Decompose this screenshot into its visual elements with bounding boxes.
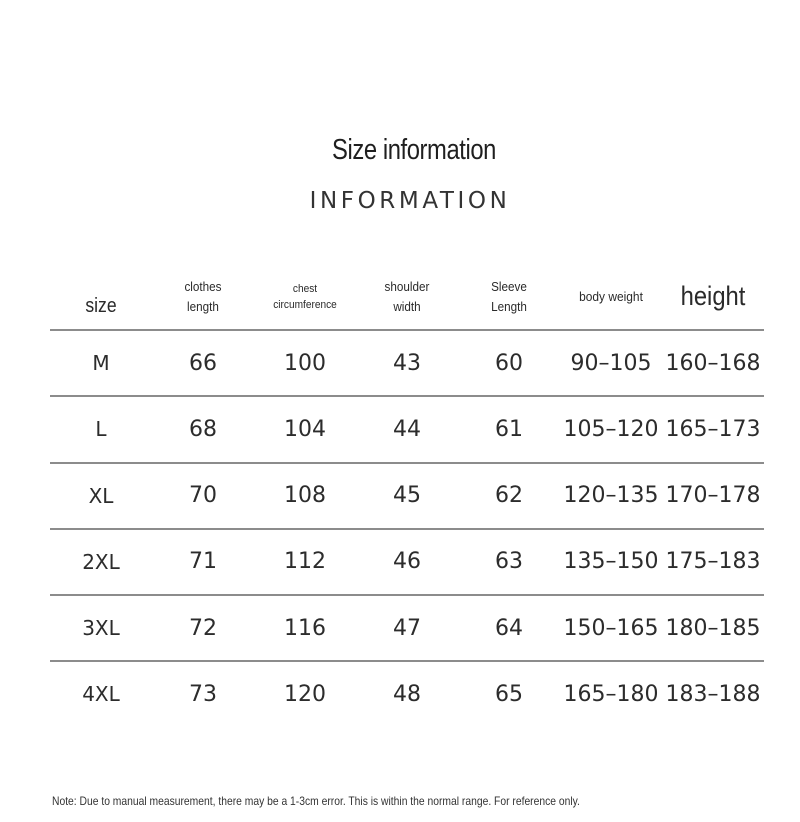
cell-sleeve: 64 — [495, 615, 523, 641]
header-shoulder-line2: width — [393, 298, 421, 314]
cell-chest: 104 — [284, 416, 326, 442]
header-body-weight — [564, 264, 658, 329]
header-clothes-length-line2: length — [187, 298, 219, 314]
cell-height: 165–173 — [665, 416, 761, 442]
header-clothes-length-line1: clothes — [184, 278, 222, 294]
header-shoulder-line1: shoulder — [384, 278, 430, 294]
cell-chest: 116 — [284, 615, 326, 641]
cell-shoulder: 45 — [393, 483, 421, 509]
cell-height: 170–178 — [665, 483, 761, 509]
cell-shoulder: 48 — [393, 681, 421, 707]
cell-clothes-length: 73 — [189, 681, 217, 707]
cell-body-weight: 120–135 — [563, 483, 659, 509]
cell-size: L — [95, 417, 107, 442]
page-title: Size information — [332, 134, 496, 166]
header-chest-line1: chest — [292, 282, 318, 295]
header-chest-circumference — [258, 264, 352, 329]
cell-shoulder: 43 — [393, 350, 421, 376]
header-sleeve-line1: Sleeve — [491, 278, 527, 294]
cell-size: 2XL — [82, 549, 120, 574]
measurement-note: Note: Due to manual measurement, there may be a 1-3cm error. This is within the normal range. For reference only. — [52, 794, 580, 808]
cell-size: XL — [88, 483, 114, 508]
cell-chest: 120 — [284, 681, 326, 707]
header-chest-line2: circumference — [273, 298, 337, 311]
cell-shoulder: 46 — [393, 549, 421, 575]
cell-clothes-length: 71 — [189, 549, 217, 575]
cell-chest: 108 — [284, 483, 326, 509]
table-row — [50, 530, 764, 596]
cell-clothes-length: 66 — [189, 350, 217, 376]
cell-sleeve: 63 — [495, 549, 523, 575]
table-row — [50, 397, 764, 463]
cell-shoulder: 44 — [393, 416, 421, 442]
cell-sleeve: 62 — [495, 483, 523, 509]
cell-body-weight: 150–165 — [563, 615, 659, 641]
cell-height: 180–185 — [665, 615, 761, 641]
header-height-label: height — [680, 281, 746, 311]
cell-clothes-length: 70 — [189, 483, 217, 509]
cell-body-weight: 90–105 — [570, 350, 652, 376]
header-body-weight-label: body weight — [579, 289, 643, 304]
size-table — [50, 264, 764, 727]
header-sleeve-length — [463, 264, 555, 329]
cell-chest: 112 — [284, 549, 326, 575]
header-clothes-length — [157, 264, 249, 329]
page-subtitle: INFORMATION — [309, 188, 511, 214]
cell-sleeve: 60 — [495, 350, 523, 376]
header-sleeve-line2: Length — [491, 298, 527, 314]
cell-sleeve: 61 — [495, 416, 523, 442]
cell-height: 183–188 — [665, 681, 761, 707]
header-height — [668, 264, 758, 329]
cell-height: 160–168 — [665, 350, 761, 376]
cell-size: M — [92, 351, 110, 375]
cell-body-weight: 105–120 — [563, 416, 659, 442]
cell-clothes-length: 68 — [189, 416, 217, 442]
cell-shoulder: 47 — [393, 615, 421, 641]
cell-clothes-length: 72 — [189, 615, 217, 641]
header-size — [56, 264, 146, 339]
cell-sleeve: 65 — [495, 681, 523, 707]
table-row — [50, 331, 764, 397]
cell-height: 175–183 — [665, 549, 761, 575]
cell-size: 3XL — [82, 616, 120, 641]
table-row — [50, 662, 764, 726]
cell-size: 4XL — [82, 682, 120, 707]
header-size-label: size — [85, 295, 117, 317]
header-shoulder-width — [361, 264, 453, 329]
table-row — [50, 596, 764, 662]
table-header-row — [50, 264, 764, 331]
table-row — [50, 464, 764, 530]
cell-chest: 100 — [284, 350, 326, 376]
cell-body-weight: 165–180 — [563, 681, 659, 707]
cell-body-weight: 135–150 — [563, 549, 659, 575]
